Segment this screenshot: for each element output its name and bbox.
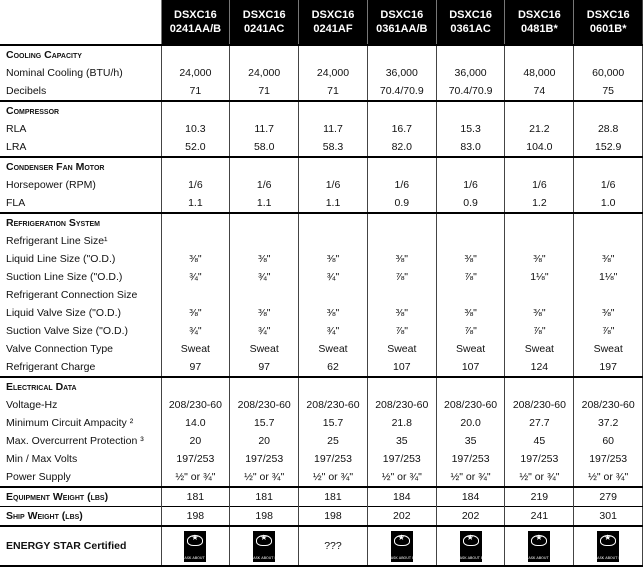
model-number: 0241AF bbox=[313, 23, 353, 35]
row-value: 0.9 bbox=[436, 194, 505, 213]
empty-cell bbox=[367, 45, 436, 64]
table-row bbox=[0, 138, 643, 157]
row-value: 62 bbox=[299, 358, 368, 377]
row-value: 208/230-60 bbox=[574, 396, 643, 414]
section-header-row bbox=[0, 101, 643, 120]
row-value: 1.0 bbox=[574, 194, 643, 213]
table-row bbox=[0, 176, 643, 194]
row-value: ⅜" bbox=[574, 250, 643, 268]
row-value: 21.8 bbox=[367, 414, 436, 432]
row-label: Refrigerant Charge bbox=[6, 361, 96, 373]
model-series: DSXC16 bbox=[311, 9, 355, 21]
row-label: Power Supply bbox=[6, 471, 71, 483]
row-value: 24,000 bbox=[161, 64, 230, 82]
row-value: 197/253 bbox=[230, 450, 299, 468]
row-value: ⅜" bbox=[436, 250, 505, 268]
empty-cell bbox=[299, 377, 368, 396]
table-row bbox=[0, 358, 643, 377]
row-value: 75 bbox=[574, 82, 643, 101]
row-value: 15.3 bbox=[436, 120, 505, 138]
row-value: ⅞" bbox=[367, 322, 436, 340]
empty-cell bbox=[299, 45, 368, 64]
row-value: 0.9 bbox=[367, 194, 436, 213]
row-value: ⅜" bbox=[367, 250, 436, 268]
empty-cell bbox=[574, 157, 643, 176]
row-label: Refrigerant Line Size¹ bbox=[6, 235, 108, 247]
row-value: 107 bbox=[436, 358, 505, 377]
row-value bbox=[436, 232, 505, 250]
model-header-cell bbox=[230, 0, 299, 45]
weight-value: 301 bbox=[574, 507, 643, 527]
table-row bbox=[0, 396, 643, 414]
row-value: 197/253 bbox=[574, 450, 643, 468]
table-row bbox=[0, 232, 643, 250]
row-value: 35 bbox=[367, 432, 436, 450]
row-value: 70.4/70.9 bbox=[367, 82, 436, 101]
row-value: 1⅛" bbox=[574, 268, 643, 286]
model-header-cell bbox=[367, 0, 436, 45]
row-value bbox=[505, 232, 574, 250]
row-value: 1/6 bbox=[230, 176, 299, 194]
row-label: Decibels bbox=[6, 85, 47, 97]
row-value: 14.0 bbox=[161, 414, 230, 432]
row-label: Minimum Circuit Ampacity ² bbox=[6, 417, 134, 429]
weight-value: 181 bbox=[230, 487, 299, 507]
empty-cell bbox=[161, 101, 230, 120]
row-value: 1/6 bbox=[367, 176, 436, 194]
row-value: 197/253 bbox=[299, 450, 368, 468]
energy-star-logo-text: ASK ABOUT ENERGY STAR bbox=[390, 555, 437, 560]
table-row bbox=[0, 432, 643, 450]
weight-value: 202 bbox=[367, 507, 436, 527]
row-value: 197/253 bbox=[436, 450, 505, 468]
row-label: Nominal Cooling (BTU/h) bbox=[6, 67, 123, 79]
energy-star-cell bbox=[505, 526, 574, 566]
table-row bbox=[0, 286, 643, 304]
weight-value: 202 bbox=[436, 507, 505, 527]
model-number: 0241AA/B bbox=[169, 23, 222, 35]
row-value: 208/230-60 bbox=[161, 396, 230, 414]
row-value: 20 bbox=[161, 432, 230, 450]
weight-label: Equipment Weight (lbs) bbox=[0, 487, 161, 507]
row-value: ⅜" bbox=[367, 304, 436, 322]
row-value bbox=[367, 232, 436, 250]
model-number: 0361AC bbox=[450, 23, 491, 35]
row-value: ¾" bbox=[161, 268, 230, 286]
row-value: 1/6 bbox=[299, 176, 368, 194]
model-header-cell bbox=[436, 0, 505, 45]
row-value: 208/230-60 bbox=[299, 396, 368, 414]
row-value: ½" or ¾" bbox=[574, 468, 643, 487]
empty-cell bbox=[505, 101, 574, 120]
row-value: 208/230-60 bbox=[367, 396, 436, 414]
row-value: 20.0 bbox=[436, 414, 505, 432]
row-value: ⅞" bbox=[436, 322, 505, 340]
model-header-cell bbox=[299, 0, 368, 45]
row-label: LRA bbox=[6, 141, 27, 153]
row-value: 1.1 bbox=[299, 194, 368, 213]
row-value: ¾" bbox=[230, 268, 299, 286]
row-label: FLA bbox=[6, 197, 26, 209]
row-value: 10.3 bbox=[161, 120, 230, 138]
empty-cell bbox=[505, 213, 574, 232]
row-label: Refrigerant Connection Size bbox=[6, 289, 138, 301]
row-value: ½" or ¾" bbox=[436, 468, 505, 487]
section-title: Electrical Data bbox=[0, 377, 161, 396]
energy-star-cell bbox=[436, 526, 505, 566]
row-value: 60,000 bbox=[574, 64, 643, 82]
row-value: Sweat bbox=[436, 340, 505, 358]
weight-value: 184 bbox=[367, 487, 436, 507]
row-label: Liquid Line Size ("O.D.) bbox=[6, 253, 116, 265]
empty-cell bbox=[161, 157, 230, 176]
table-row bbox=[0, 414, 643, 432]
row-value: 197/253 bbox=[161, 450, 230, 468]
row-value: 71 bbox=[299, 82, 368, 101]
model-header-cell bbox=[574, 0, 643, 45]
model-series: DSXC16 bbox=[242, 9, 286, 21]
empty-cell bbox=[299, 101, 368, 120]
table-row bbox=[0, 468, 643, 487]
empty-cell bbox=[436, 213, 505, 232]
empty-cell bbox=[367, 101, 436, 120]
energy-star-logo-text: ASK ABOUT ENERGY STAR bbox=[184, 555, 230, 560]
weight-label: Ship Weight (lbs) bbox=[0, 507, 161, 527]
model-number: 0361AA/B bbox=[376, 23, 428, 35]
row-value: ½" or ¾" bbox=[230, 468, 299, 487]
row-value: 152.9 bbox=[574, 138, 643, 157]
row-value: ⅜" bbox=[574, 304, 643, 322]
energy-star-logo-icon: ★ ASK ABOUT ENERGY STAR bbox=[390, 532, 437, 560]
empty-cell bbox=[161, 45, 230, 64]
table-row bbox=[0, 340, 643, 358]
row-value: ¾" bbox=[299, 322, 368, 340]
row-value: 70.4/70.9 bbox=[436, 82, 505, 101]
row-value: 208/230-60 bbox=[436, 396, 505, 414]
row-value: 97 bbox=[230, 358, 299, 377]
section-title: Cooling Capacity bbox=[0, 45, 161, 64]
weight-row bbox=[0, 487, 643, 507]
empty-cell bbox=[505, 377, 574, 396]
empty-cell bbox=[230, 377, 299, 396]
model-series: DSXC16 bbox=[517, 9, 561, 21]
row-value: 24,000 bbox=[230, 64, 299, 82]
row-value: 1/6 bbox=[436, 176, 505, 194]
model-header-cell bbox=[161, 0, 230, 45]
weight-value: 198 bbox=[299, 507, 368, 527]
empty-cell bbox=[230, 157, 299, 176]
section-header-row bbox=[0, 45, 643, 64]
model-series: DSXC16 bbox=[449, 9, 492, 21]
row-value: 97 bbox=[161, 358, 230, 377]
energy-star-logo-icon: ★ ASK ABOUT ENERGY STAR bbox=[528, 532, 574, 560]
empty-cell bbox=[574, 45, 643, 64]
energy-star-cell bbox=[299, 526, 368, 566]
row-label: Horsepower (RPM) bbox=[6, 179, 96, 191]
row-value bbox=[230, 232, 299, 250]
row-value: 15.7 bbox=[230, 414, 299, 432]
row-value: ½" or ¾" bbox=[367, 468, 436, 487]
row-value: 83.0 bbox=[436, 138, 505, 157]
model-header-row bbox=[0, 0, 643, 45]
row-value: 35 bbox=[436, 432, 505, 450]
empty-cell bbox=[574, 213, 643, 232]
row-value: Sweat bbox=[574, 340, 643, 358]
energy-star-cell bbox=[161, 526, 230, 566]
row-value: ¾" bbox=[161, 322, 230, 340]
table-row bbox=[0, 194, 643, 213]
section-header-row bbox=[0, 213, 643, 232]
row-value: 27.7 bbox=[505, 414, 574, 432]
empty-cell bbox=[230, 101, 299, 120]
row-value: Sweat bbox=[230, 340, 299, 358]
row-label: Min / Max Volts bbox=[6, 453, 78, 465]
row-value: 60 bbox=[574, 432, 643, 450]
row-value: 71 bbox=[161, 82, 230, 101]
row-value: 1.1 bbox=[230, 194, 299, 213]
row-value bbox=[367, 286, 436, 304]
row-value: ⅜" bbox=[505, 304, 574, 322]
row-label: Liquid Valve Size ("O.D.) bbox=[6, 307, 121, 319]
weight-value: 184 bbox=[436, 487, 505, 507]
row-value bbox=[230, 286, 299, 304]
row-value: ⅜" bbox=[436, 304, 505, 322]
energy-star-cell bbox=[230, 526, 299, 566]
energy-star-cell bbox=[574, 526, 643, 566]
model-series: DSXC16 bbox=[380, 9, 424, 21]
row-value: Sweat bbox=[161, 340, 230, 358]
section-title: Refrigeration System bbox=[0, 213, 161, 232]
row-value bbox=[299, 232, 368, 250]
table-row bbox=[0, 304, 643, 322]
row-value: 20 bbox=[230, 432, 299, 450]
row-value bbox=[574, 286, 643, 304]
row-value: 197/253 bbox=[367, 450, 436, 468]
model-number: 0601B* bbox=[589, 23, 627, 35]
weight-value: 219 bbox=[505, 487, 574, 507]
empty-cell bbox=[230, 213, 299, 232]
section-title: Compressor bbox=[0, 101, 161, 120]
row-value: 208/230-60 bbox=[230, 396, 299, 414]
row-value bbox=[299, 286, 368, 304]
row-value: ⅜" bbox=[161, 250, 230, 268]
row-value: ⅜" bbox=[230, 250, 299, 268]
table-row bbox=[0, 250, 643, 268]
weight-value: 198 bbox=[161, 507, 230, 527]
row-label: Suction Valve Size ("O.D.) bbox=[6, 325, 128, 337]
row-label: RLA bbox=[6, 123, 27, 135]
energy-star-logo-text: ASK ABOUT ENERGY STAR bbox=[597, 555, 643, 560]
empty-cell bbox=[367, 157, 436, 176]
empty-cell bbox=[161, 213, 230, 232]
row-value: ⅞" bbox=[436, 268, 505, 286]
row-value: 1.2 bbox=[505, 194, 574, 213]
weight-value: 241 bbox=[505, 507, 574, 527]
row-value: 82.0 bbox=[367, 138, 436, 157]
row-value: 21.2 bbox=[505, 120, 574, 138]
energy-star-logo-text: ASK ABOUT ENERGY STAR bbox=[459, 555, 505, 560]
row-value: ½" or ¾" bbox=[161, 468, 230, 487]
row-value: 197 bbox=[574, 358, 643, 377]
empty-cell bbox=[505, 157, 574, 176]
weight-row bbox=[0, 507, 643, 527]
model-series: DSXC16 bbox=[174, 9, 217, 21]
row-value: Sweat bbox=[505, 340, 574, 358]
row-value: 24,000 bbox=[299, 64, 368, 82]
table-row bbox=[0, 268, 643, 286]
row-value bbox=[436, 286, 505, 304]
empty-cell bbox=[436, 45, 505, 64]
row-label: Suction Line Size ("O.D.) bbox=[6, 271, 123, 283]
row-value: 45 bbox=[505, 432, 574, 450]
row-value: ⅞" bbox=[367, 268, 436, 286]
row-value: ⅜" bbox=[230, 304, 299, 322]
empty-cell bbox=[299, 213, 368, 232]
empty-cell bbox=[367, 377, 436, 396]
row-value: 16.7 bbox=[367, 120, 436, 138]
row-value: 124 bbox=[505, 358, 574, 377]
row-value: 11.7 bbox=[299, 120, 368, 138]
row-value: ⅜" bbox=[161, 304, 230, 322]
empty-cell bbox=[436, 377, 505, 396]
table-row bbox=[0, 450, 643, 468]
row-value bbox=[574, 232, 643, 250]
row-value: 197/253 bbox=[505, 450, 574, 468]
section-title: Condenser Fan Motor bbox=[0, 157, 161, 176]
energy-star-label: ENERGY STAR Certified bbox=[0, 526, 161, 566]
row-value: ¾" bbox=[299, 268, 368, 286]
row-value: ⅞" bbox=[574, 322, 643, 340]
row-value: ⅜" bbox=[299, 304, 368, 322]
table-row bbox=[0, 64, 643, 82]
row-label: Max. Overcurrent Protection ³ bbox=[6, 435, 144, 447]
table-row bbox=[0, 120, 643, 138]
model-number: 0481B* bbox=[521, 23, 558, 35]
row-value: 36,000 bbox=[367, 64, 436, 82]
energy-star-logo-text: ASK ABOUT ENERGY STAR bbox=[253, 555, 299, 560]
row-value: 52.0 bbox=[161, 138, 230, 157]
empty-cell bbox=[574, 377, 643, 396]
weight-value: 181 bbox=[161, 487, 230, 507]
row-value: 1⅛" bbox=[505, 268, 574, 286]
row-value: 58.0 bbox=[230, 138, 299, 157]
weight-value: 181 bbox=[299, 487, 368, 507]
energy-star-logo-icon: ★ ASK ABOUT ENERGY STAR bbox=[253, 532, 299, 560]
row-value: 37.2 bbox=[574, 414, 643, 432]
weight-value: 279 bbox=[574, 487, 643, 507]
model-number: 0241AC bbox=[244, 23, 285, 35]
row-label: Valve Connection Type bbox=[6, 343, 114, 355]
weight-value: 198 bbox=[230, 507, 299, 527]
row-value: ½" or ¾" bbox=[299, 468, 368, 487]
model-series: DSXC16 bbox=[586, 9, 630, 21]
row-value: ⅜" bbox=[505, 250, 574, 268]
row-value: ¾" bbox=[230, 322, 299, 340]
row-value: 11.7 bbox=[230, 120, 299, 138]
empty-cell bbox=[436, 157, 505, 176]
row-value bbox=[161, 286, 230, 304]
row-value: 15.7 bbox=[299, 414, 368, 432]
row-value: 74 bbox=[505, 82, 574, 101]
energy-star-unknown: ??? bbox=[324, 540, 342, 552]
row-value: Sweat bbox=[299, 340, 368, 358]
section-header-row bbox=[0, 157, 643, 176]
empty-cell bbox=[574, 101, 643, 120]
table-row bbox=[0, 322, 643, 340]
empty-cell bbox=[436, 101, 505, 120]
energy-star-logo-text: ASK ABOUT ENERGY STAR bbox=[528, 555, 574, 560]
empty-cell bbox=[230, 45, 299, 64]
row-value: 104.0 bbox=[505, 138, 574, 157]
empty-cell bbox=[161, 377, 230, 396]
table-row bbox=[0, 82, 643, 101]
energy-star-logo-icon: ★ ASK ABOUT ENERGY STAR bbox=[597, 532, 643, 560]
energy-star-cell bbox=[367, 526, 436, 566]
row-value: 36,000 bbox=[436, 64, 505, 82]
row-value: 71 bbox=[230, 82, 299, 101]
row-value: ⅞" bbox=[505, 322, 574, 340]
model-header-cell bbox=[505, 0, 574, 45]
row-value: 25 bbox=[299, 432, 368, 450]
row-value: 208/230-60 bbox=[505, 396, 574, 414]
row-value bbox=[161, 232, 230, 250]
energy-star-row bbox=[0, 526, 643, 566]
row-value: Sweat bbox=[367, 340, 436, 358]
row-value: ½" or ¾" bbox=[505, 468, 574, 487]
header-blank-cell bbox=[0, 0, 161, 45]
row-value: 1/6 bbox=[574, 176, 643, 194]
row-label: Voltage-Hz bbox=[6, 399, 58, 411]
row-value: 1.1 bbox=[161, 194, 230, 213]
row-value: 58.3 bbox=[299, 138, 368, 157]
energy-star-logo-icon: ★ ASK ABOUT ENERGY STAR bbox=[184, 532, 230, 560]
row-value: 1/6 bbox=[161, 176, 230, 194]
row-value: ⅜" bbox=[299, 250, 368, 268]
row-value: 48,000 bbox=[505, 64, 574, 82]
row-value: 107 bbox=[367, 358, 436, 377]
energy-star-logo-icon: ★ ASK ABOUT ENERGY STAR bbox=[459, 532, 505, 560]
empty-cell bbox=[505, 45, 574, 64]
empty-cell bbox=[299, 157, 368, 176]
row-value: 1/6 bbox=[505, 176, 574, 194]
empty-cell bbox=[367, 213, 436, 232]
row-value: 28.8 bbox=[574, 120, 643, 138]
row-value bbox=[505, 286, 574, 304]
section-header-row bbox=[0, 377, 643, 396]
